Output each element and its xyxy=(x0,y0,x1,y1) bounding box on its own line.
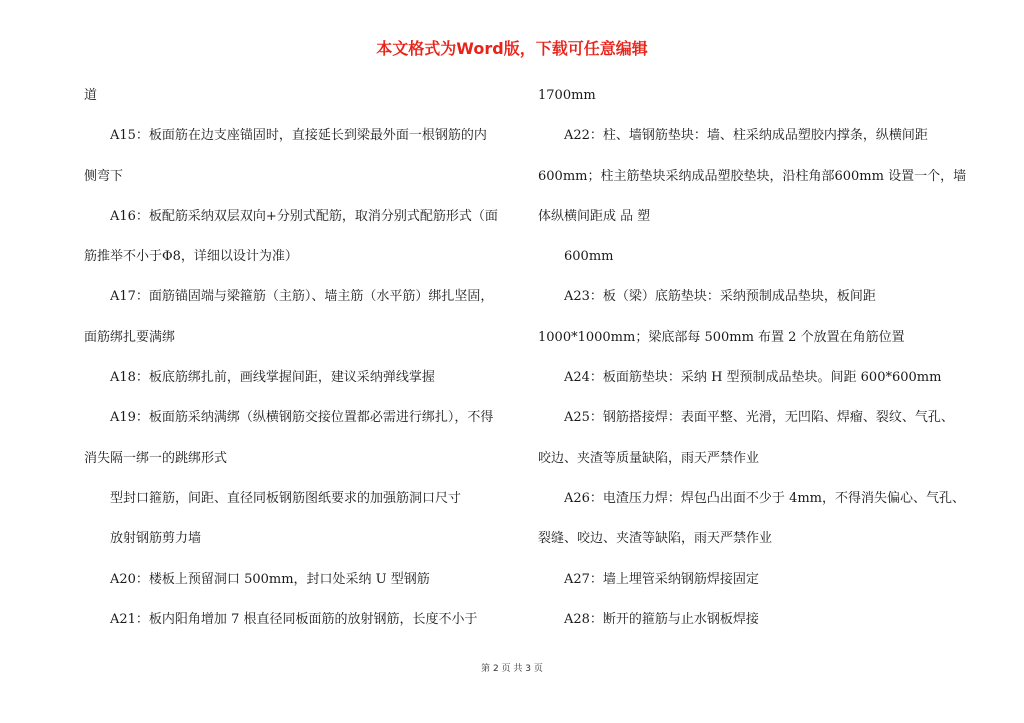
text-line: 筋推举不小于Φ8，详细以设计为准） xyxy=(84,249,298,265)
text-line: A21：板内阳角增加 7 根直径同板面筋的放射钢筋，长度不小于 xyxy=(110,611,478,627)
text-line: 侧弯下 xyxy=(84,168,124,184)
left-column xyxy=(84,84,504,648)
text-line: A15：板面筋在边支座锚固时，直接延长到梁最外面一根钢筋的内 xyxy=(110,128,487,144)
text-line: 型封口箍筋，间距、直径同板钢筋图纸要求的加强筋洞口尺寸 xyxy=(110,490,462,506)
text-line: 600mm xyxy=(564,249,614,265)
text-line: A27：墙上埋管采纳钢筋焊接固定 xyxy=(564,571,759,587)
text-line: A28：断开的箍筋与止水钢板焊接 xyxy=(564,611,759,627)
text-line: A16：板配筋采纳双层双向+分别式配筋，取消分别式配筋形式（面 xyxy=(110,208,498,224)
text-line: 消失隔一绑一的跳绑形式 xyxy=(84,450,228,466)
text-line: A23：板（梁）底筋垫块：采纳预制成品垫块，板间距 xyxy=(564,289,876,305)
text-line: 咬边、夹渣等质量缺陷，雨天严禁作业 xyxy=(538,450,760,466)
text-line: A24：板面筋垫块：采纳 H 型预制成品垫块。间距 600*600mm xyxy=(564,370,942,386)
text-line: 1000*1000mm；梁底部每 500mm 布置 2 个放置在角筋位置 xyxy=(538,329,905,345)
text-line: A26：电渣压力焊：焊包凸出面不少于 4mm，不得消失偏心、气孔、 xyxy=(564,490,965,506)
right-column xyxy=(538,84,967,648)
text-line: 裂缝、咬边、夹渣等缺陷，雨天严禁作业 xyxy=(538,531,773,547)
text-line: A25：钢筋搭接焊：表面平整、光滑，无凹陷、焊瘤、裂纹、气孔、 xyxy=(564,410,954,426)
text-line: A17：面筋锚固端与梁箍筋（主筋）、墙主筋（水平筋）绑扎坚固， xyxy=(110,289,494,305)
text-line: A19：板面筋采纳满绑（纵横钢筋交接位置都必需进行绑扎），不得 xyxy=(110,410,494,426)
page-number: 第 2 页 共 3 页 xyxy=(481,664,543,674)
text-line: A20：楼板上预留洞口 500mm，封口处采纳 U 型钢筋 xyxy=(110,571,430,587)
text-line: 道 xyxy=(84,88,98,103)
text-line: A18：板底筋绑扎前，画线掌握间距，建议采纳弹线掌握 xyxy=(110,370,435,386)
text-line: A22：柱、墙钢筋垫块：墙、柱采纳成品塑胶内撑条，纵横间距 xyxy=(564,128,928,144)
text-line: 1700mm xyxy=(538,88,596,103)
text-line: 面筋绑扎要满绑 xyxy=(84,329,176,345)
text-line: 600mm；柱主筋垫块采纳成品塑胶垫块，沿柱角部600mm 设置一个，墙 xyxy=(538,168,967,184)
document-header-title: 本文格式为Word版，下载可任意编辑 xyxy=(376,39,648,58)
text-line: 体纵横间距成 品 塑 xyxy=(538,208,651,224)
text-line: 放射钢筋剪力墙 xyxy=(110,531,202,547)
